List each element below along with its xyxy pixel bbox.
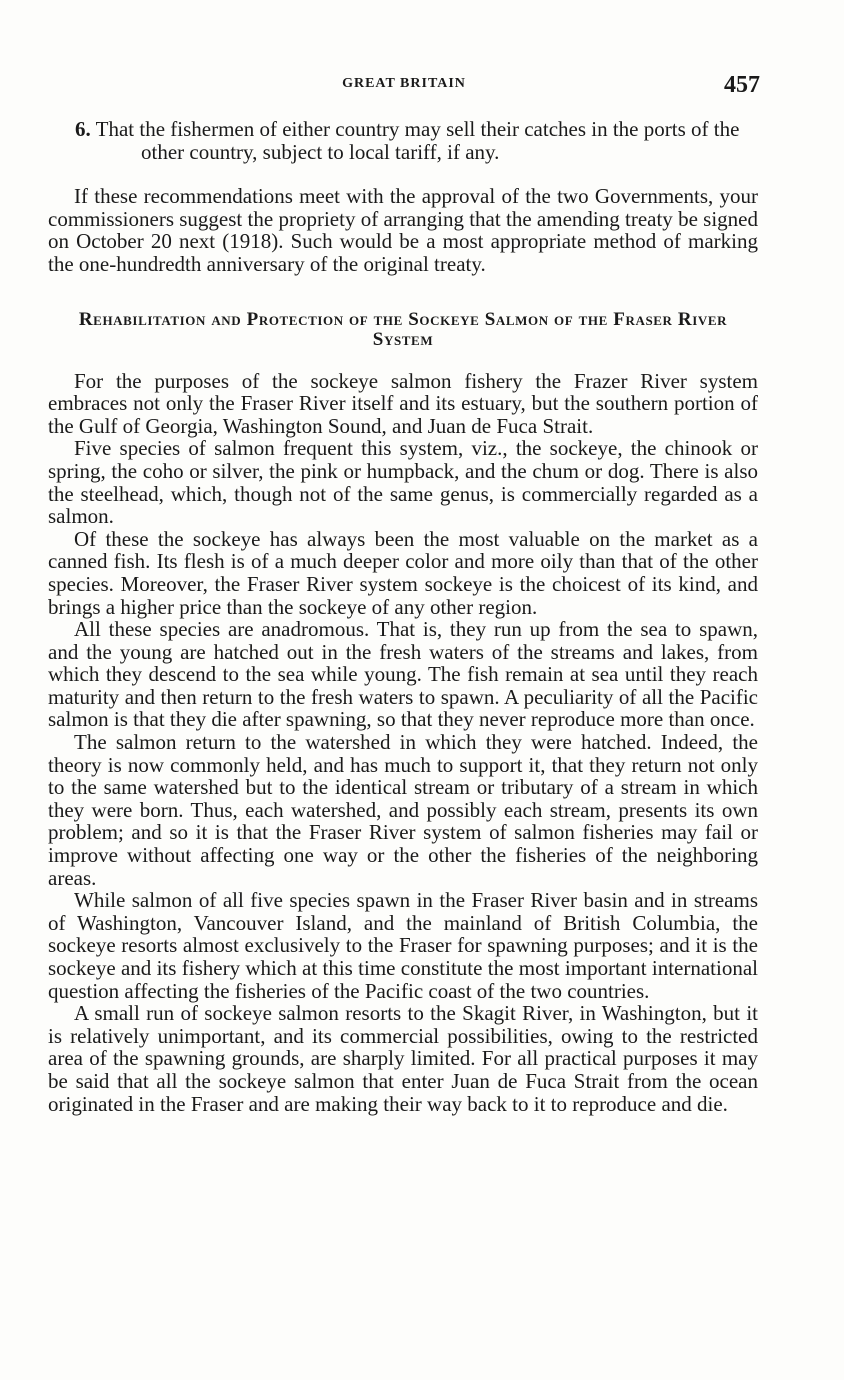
section-heading: Rehabilitation and Protection of the Sockeye Salmon of the Fraser River System [78, 308, 728, 350]
paragraph: While salmon of all five species spawn in the Fraser River basin and in streams of Washington, Vancouver Island, and the mainland of British Columbia, the sockeye resorts almost exclusively to the Fraser for spawning purposes; and it is the sockeye and its fishery which at this time constitute the most important international question affecting the fisheries of the Pacific coast of the two countries. [48, 888, 758, 1003]
list-item-number: 6. [75, 117, 91, 141]
page-number: 457 [724, 72, 760, 98]
list-item [48, 118, 758, 163]
intro-paragraph: If these recommendations meet with the approval of the two Governments, your commissioners suggest the propriety of arranging that the amending treaty be signed on October 20 next (1918). Such would be a most appropriate method of marking the one-hundredth anniversary of the original treaty. [48, 184, 758, 276]
list-item-text: That the fishermen of either country may sell their catches in the ports of the other country, subject to local tariff, if any. [95, 117, 740, 164]
body-text [48, 118, 758, 1115]
paragraph: All these species are anadromous. That is, they run up from the sea to spawn, and the young are hatched out in the fresh waters of the streams and lakes, from which they descend to the sea while young. The fish remain at sea until they reach maturity and then return to the fresh waters to spawn. A peculiarity of all the Pacific salmon is that they die after spawning, so that they never reproduce more than once. [48, 617, 758, 732]
paragraph: A small run of sockeye salmon resorts to the Skagit River, in Washington, but it is relatively unimportant, and its commercial possibilities, owing to the restricted area of the spawning grounds, are sharply limited. For all practical purposes it may be said that all the sockeye salmon that enter Juan de Fuca Strait from the ocean originated in the Fraser and are making their way back to it to reproduce and die. [48, 1001, 758, 1116]
paragraph: Of these the sockeye has always been the most valuable on the market as a canned fish. Its flesh is of a much deeper color and more oily than that of the other species. Moreover, the Fraser River system sockeye is the choicest of its kind, and brings a higher price than the sockeye of any other region. [48, 526, 758, 619]
paragraph: The salmon return to the watershed in which they were hatched. Indeed, the theory is now commonly held, and has much to support it, that they return not only to the same watershed but to the identical stream or tributary of a stream in which they were born. Thus, each watershed, and possibly each stream, presents its own problem; and so it is that the Fraser River system of salmon fisheries may fail or improve without affecting one way or the other the fisheries of the neighboring areas. [48, 730, 758, 890]
paragraph: For the purposes of the sockeye salmon fishery the Frazer River system embraces not only the Fraser River itself and its estuary, but the southern portion of the Gulf of Georgia, Washington Sound, and Juan de Fuca Strait. [48, 368, 758, 438]
paragraph: Five species of salmon frequent this system, viz., the sockeye, the chinook or spring, the coho or silver, the pink or humpback, and the chum or dog. There is also the steelhead, which, though not of the same genus, is commercially regarded as a salmon. [48, 436, 758, 529]
running-title: GREAT BRITAIN [342, 76, 466, 91]
running-head [48, 72, 760, 102]
